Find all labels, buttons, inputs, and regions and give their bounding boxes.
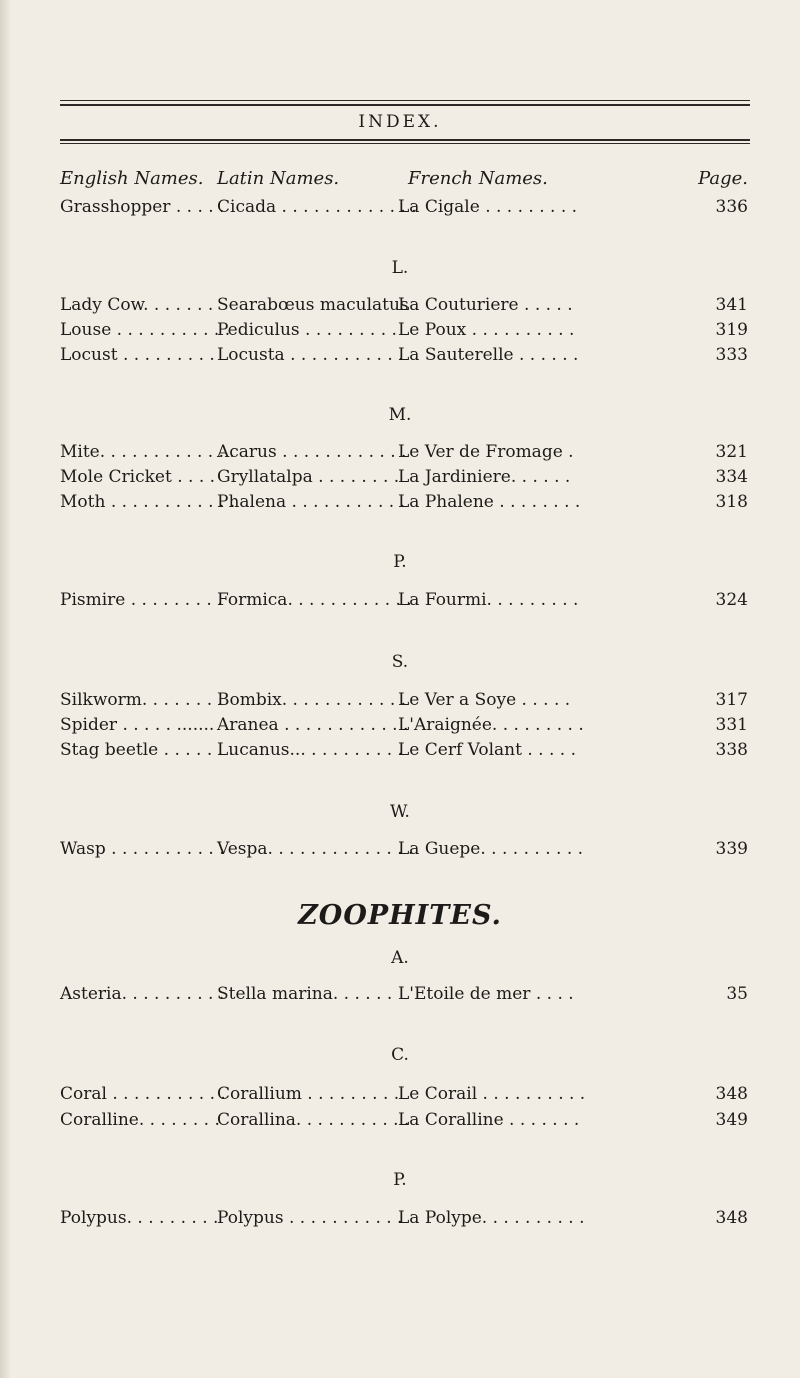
french-name: Le Ver de Fromage . (398, 442, 574, 462)
english-name: Stag beetle . . . . . . . (60, 740, 234, 760)
page-number: 317 (715, 690, 748, 710)
section-letter: P. (393, 1170, 407, 1190)
latin-name: Bombix. . . . . . . . . . . . (217, 690, 407, 710)
english-name: Spider . . . . . ....... (60, 715, 215, 735)
page-number: 321 (715, 442, 748, 462)
page-number: 318 (715, 492, 748, 512)
english-name: Grasshopper . . . . . (60, 197, 225, 217)
french-name: Le Poux . . . . . . . . . . (398, 320, 575, 340)
page-number: 331 (715, 715, 748, 735)
latin-name: Polypus . . . . . . . . . . . (217, 1208, 403, 1228)
page-number: 324 (715, 590, 748, 610)
french-name: La Coralline . . . . . . . (398, 1110, 580, 1130)
latin-name: Gryllatalpa . . . . . . . . (217, 467, 400, 487)
latin-name: Lucanus... . . . . . . . . . (217, 740, 403, 760)
english-name: Asteria. . . . . . . . . . (60, 984, 225, 1004)
header-rule-thin (60, 143, 750, 144)
index-row (0, 320, 800, 346)
index-row (0, 295, 800, 321)
english-name: Mole Cricket . . . . (60, 467, 216, 487)
page-number: 336 (715, 197, 748, 217)
page-number: 334 (715, 467, 748, 487)
latin-name: Searabœus maculatus (217, 295, 409, 315)
index-row (0, 197, 800, 223)
latin-name: Aranea . . . . . . . . . . . . (217, 715, 409, 735)
section-letter: C. (391, 1045, 409, 1065)
latin-name: Formica. . . . . . . . . . . . (217, 590, 412, 610)
page-number: 349 (715, 1110, 748, 1130)
latin-name: Cicada . . . . . . . . . . . . . (217, 197, 417, 217)
french-name: La Phalene . . . . . . . . (398, 492, 581, 512)
french-name: La Fourmi. . . . . . . . . (398, 590, 579, 610)
section-letter: W. (390, 802, 410, 822)
latin-name: Vespa. . . . . . . . . . . . . . (217, 839, 414, 859)
english-name: Silkworm. . . . . . . . (60, 690, 223, 710)
top-rule-thick (60, 104, 750, 106)
latin-name: Acarus . . . . . . . . . . . . (217, 442, 407, 462)
section-letter: M. (388, 405, 412, 425)
index-row (0, 984, 800, 1010)
french-name: Le Corail . . . . . . . . . . (398, 1084, 586, 1104)
column-header-english: English Names. (60, 168, 204, 189)
index-row (0, 1208, 800, 1234)
french-name: La Jardiniere. . . . . . (398, 467, 571, 487)
french-name: Le Ver a Soye . . . . . (398, 690, 571, 710)
french-name: La Cigale . . . . . . . . . (398, 197, 578, 217)
index-row (0, 467, 800, 493)
latin-name: Phalena . . . . . . . . . . . (217, 492, 405, 512)
french-name: Le Cerf Volant . . . . . (398, 740, 576, 760)
index-row (0, 442, 800, 468)
section-letter: S. (391, 652, 409, 672)
column-header-page: Page. (698, 168, 748, 189)
french-name: La Sauterelle . . . . . . (398, 345, 579, 365)
index-row (0, 345, 800, 371)
section-letter: A. (391, 948, 409, 968)
english-name: Louse . . . . . . . . . . . (60, 320, 231, 340)
page-number: 319 (715, 320, 748, 340)
latin-name: Pediculus . . . . . . . . . (217, 320, 397, 340)
english-name: Coralline. . . . . . . . (60, 1110, 220, 1130)
page-number: 333 (715, 345, 748, 365)
english-name: Moth . . . . . . . . . . . . (60, 492, 236, 512)
latin-name: Locusta . . . . . . . . . . . (217, 345, 404, 365)
index-row (0, 839, 800, 865)
english-name: Polypus. . . . . . . . . (60, 1208, 219, 1228)
index-row (0, 1110, 800, 1136)
page-title: INDEX. (358, 112, 442, 132)
french-name: La Polype. . . . . . . . . . (398, 1208, 585, 1228)
french-name: L'Etoile de mer . . . . (398, 984, 574, 1004)
page-number: 339 (715, 839, 748, 859)
page-number: 338 (715, 740, 748, 760)
index-row (0, 690, 800, 716)
index-row (0, 1084, 800, 1110)
page-number: 348 (715, 1084, 748, 1104)
english-name: Pismire . . . . . . . . . (60, 590, 223, 610)
english-name: Lady Cow. . . . . . . (60, 295, 214, 315)
top-rule-thin (60, 100, 750, 101)
french-name: L'Araignée. . . . . . . . . (398, 715, 584, 735)
page-number: 35 (726, 984, 748, 1004)
column-header-latin: Latin Names. (217, 168, 340, 189)
index-row (0, 740, 800, 766)
english-name: Locust . . . . . . . . . (60, 345, 215, 365)
page-number: 341 (715, 295, 748, 315)
section-title: ZOOPHITES. (298, 900, 502, 931)
french-name: La Couturiere . . . . . (398, 295, 573, 315)
french-name: La Guepe. . . . . . . . . . (398, 839, 584, 859)
page-number: 348 (715, 1208, 748, 1228)
header-rule-thick (60, 139, 750, 141)
index-row (0, 715, 800, 741)
column-header-french: French Names. (408, 168, 548, 189)
latin-name: Corallium . . . . . . . . . (217, 1084, 400, 1104)
english-name: Mite. . . . . . . . . . . . . (60, 442, 235, 462)
english-name: Wasp . . . . . . . . . . . (60, 839, 225, 859)
latin-name: Stella marina. . . . . . (217, 984, 393, 1004)
index-row (0, 590, 800, 616)
section-letter: P. (393, 552, 407, 572)
latin-name: Corallina. . . . . . . . . . . (217, 1110, 410, 1130)
section-letter: L. (391, 258, 409, 278)
index-row (0, 492, 800, 518)
english-name: Coral . . . . . . . . . . . (60, 1084, 226, 1104)
